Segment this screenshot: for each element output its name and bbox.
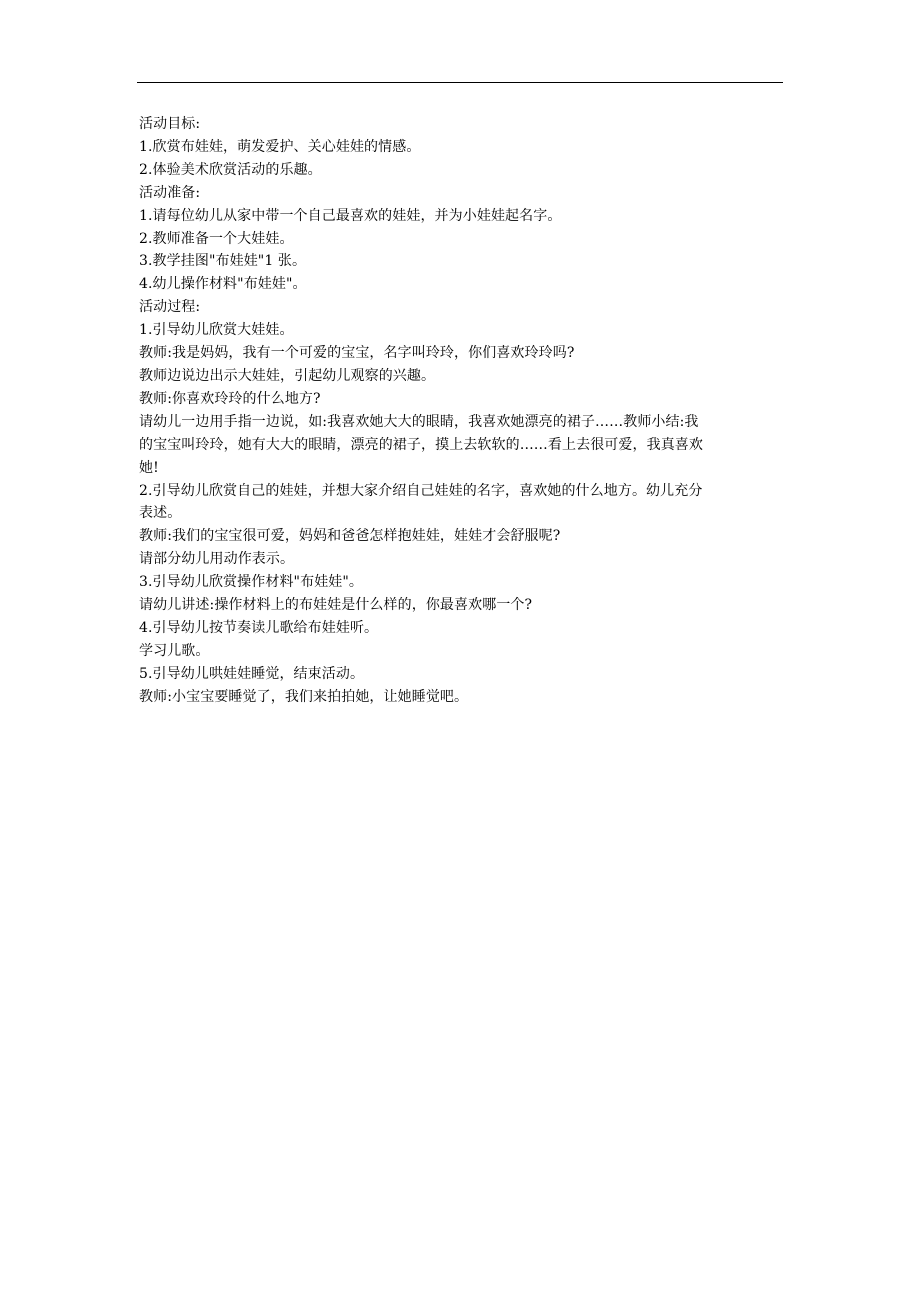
text-line: 1.请每位幼儿从家中带一个自己最喜欢的娃娃，并为小娃娃起名字。	[139, 207, 562, 224]
text-line: 教师:我们的宝宝很可爱，妈妈和爸爸怎样抱娃娃，娃娃才会舒服呢?	[139, 528, 561, 545]
text-line: 2.体验美术欣赏活动的乐趣。	[139, 161, 322, 178]
text-line: 请部分幼儿用动作表示。	[139, 551, 295, 568]
text-line: 学习儿歌。	[139, 642, 210, 659]
text-line: 4.幼儿操作材料"布娃娃"。	[139, 276, 307, 293]
text-line: 3.教学挂图"布娃娃"1 张。	[139, 253, 307, 270]
text-line: 教师:小宝宝要睡觉了，我们来拍拍她，让她睡觉吧。	[139, 688, 469, 705]
text-line: 1.欣赏布娃娃，萌发爱护、关心娃娃的情感。	[139, 138, 421, 155]
text-line: 2.引导幼儿欣赏自己的娃娃，并想大家介绍自己娃娃的名字，喜欢她的什么地方。幼儿充分	[139, 482, 703, 499]
text-line: 她!	[139, 459, 159, 476]
text-line: 1.引导幼儿欣赏大娃娃。	[139, 322, 294, 339]
document-body	[139, 113, 784, 709]
text-line: 表述。	[139, 505, 182, 522]
text-line: 教师边说边出示大娃娃，引起幼儿观察的兴趣。	[139, 367, 436, 384]
text-line: 2.教师准备一个大娃娃。	[139, 230, 294, 247]
text-line: 3.引导幼儿欣赏操作材料"布娃娃"。	[139, 574, 364, 591]
header-rule	[137, 82, 783, 83]
text-line: 教师:你喜欢玲玲的什么地方?	[139, 390, 321, 407]
text-line: 的宝宝叫玲玲，她有大大的眼睛，漂亮的裙子，摸上去软软的……看上去很可爱，我真喜欢	[139, 436, 703, 453]
section-heading-process: 活动过程:	[139, 299, 201, 316]
text-line: 4.引导幼儿按节奏读儿歌给布娃娃听。	[139, 619, 379, 636]
section-heading-goals: 活动目标:	[139, 116, 201, 132]
text-line: 教师:我是妈妈，我有一个可爱的宝宝，名字叫玲玲，你们喜欢玲玲吗?	[139, 345, 575, 362]
section-heading-preparation: 活动准备:	[139, 184, 201, 201]
text-line: 请幼儿讲述:操作材料上的布娃娃是什么样的，你最喜欢哪一个?	[139, 597, 533, 614]
text-line: 5.引导幼儿哄娃娃睡觉，结束活动。	[139, 665, 365, 682]
text-line: 请幼儿一边用手指一边说，如:我喜欢她大大的眼睛，我喜欢她漂亮的裙子……教师小结:我	[139, 413, 699, 430]
